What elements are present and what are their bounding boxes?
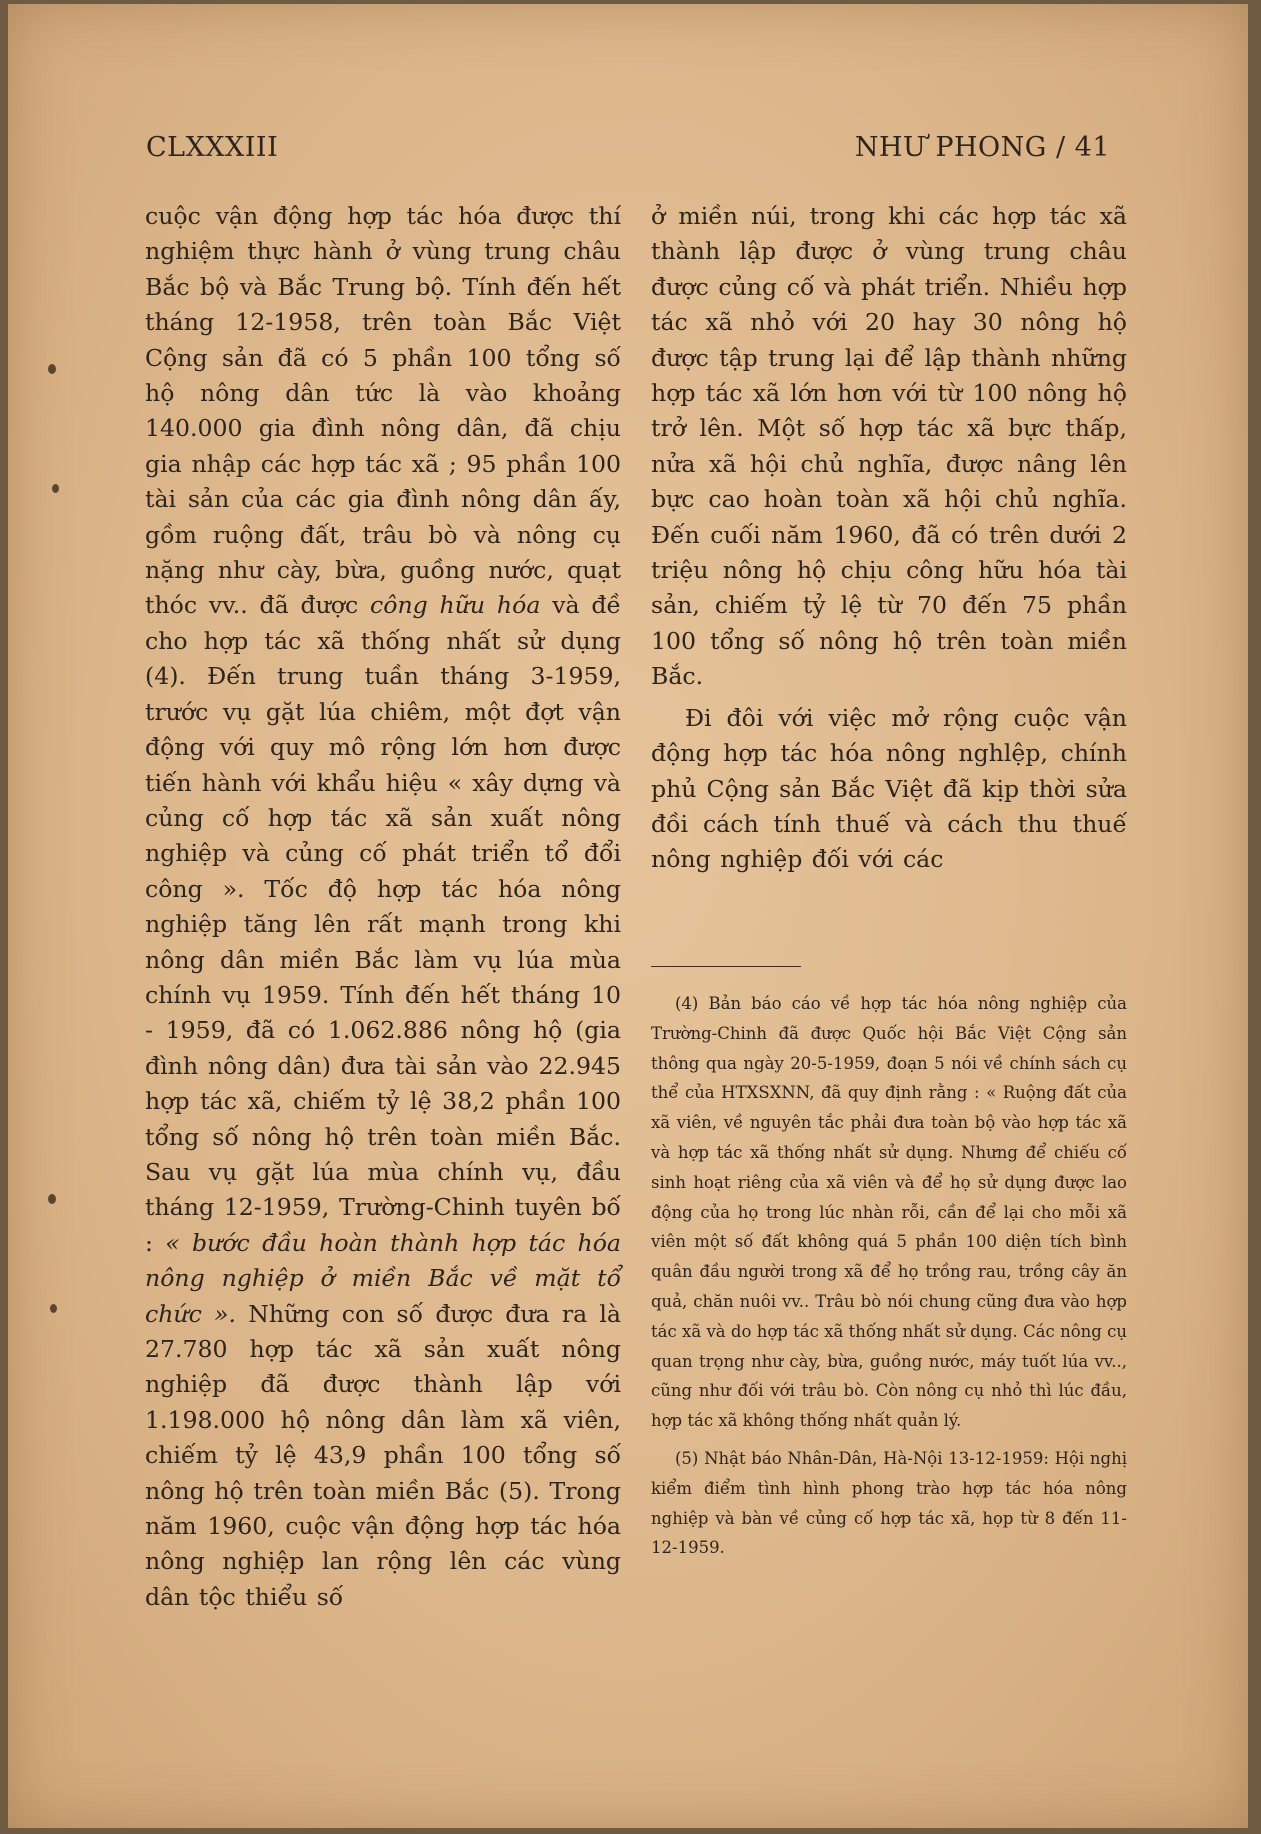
right-column <box>651 199 1127 878</box>
header-roman-numeral: CLXXXIII <box>146 132 279 163</box>
left-text-b: và đề cho hợp tác xã thống nhất sử dụng (4). Đến trung tuần tháng 3-1959, trước vụ gặt lúa chiêm, một đợt vận động với quy mô rộng lớn hơn được tiến hành với khẩu hiệu « xây dựng và củng cố hợp tác xã sản xuất nông nghiệp và củng cố phát triển tổ đổi công ». Tốc độ hợp tác hóa nông nghiệp tăng lên rất mạnh trong khi nông dân miền Bắc làm vụ lúa mùa chính vụ 1959. Tính đến hết tháng 10 - 1959, đã có 1.062.886 nông hộ (gia đình nông dân) đưa tài sản vào 22.945 hợp tác xã, chiếm tỷ lệ 38,2 phần 100 tổng số nông hộ trên toàn miền Bắc. Sau vụ gặt lúa mùa chính vụ, đầu tháng 12-1959, Trường-Chinh tuyên bố : <box>145 591 621 1257</box>
right-paragraph-1: ở miền núi, trong khi các hợp tác xã thành lập được ở vùng trung châu được củng cố và phát triển. Nhiều hợp tác xã nhỏ với 20 hay 30 nông hộ được tập trung lại để lập thành những hợp tác xã lớn hơn với từ 100 nông hộ trở lên. Một số hợp tác xã bực thấp, nửa xã hội chủ nghĩa, được nâng lên bực cao hoàn toàn xã hội chủ nghĩa. Đến cuối năm 1960, đã có trên dưới 2 triệu nông hộ chịu công hữu hóa tài sản, chiếm tỷ lệ từ 70 đến 75 phần 100 tổng số nông hộ trên toàn miền Bắc. <box>651 202 1127 691</box>
left-emphasis: công hữu hóa <box>370 591 541 620</box>
left-column <box>145 199 621 1615</box>
left-text-a: cuộc vận động hợp tác hóa được thí nghiệm thực hành ở vùng trung châu Bắc bộ và Bắc Trung bộ. Tính đến hết tháng 12-1958, trên toàn Bắc Việt Cộng sản đã có 5 phần 100 tổng số hộ nông dân tức là vào khoảng 140.000 gia đình nông dân, đã chịu gia nhập các hợp tác xã ; 95 phần 100 tài sản của các gia đình nông dân ấy, gồm ruộng đất, trâu bò và nông cụ nặng như cày, bừa, guồng nước, quạt thóc vv.. đã được <box>145 202 621 620</box>
paper-stain <box>48 364 56 374</box>
paper-stain <box>50 1304 57 1313</box>
paper-stain <box>52 484 59 493</box>
footnote-4: (4) Bản báo cáo về hợp tác hóa nông nghiệp của Trường-Chinh đã được Quốc hội Bắc Việt Cộng sản thông qua ngày 20-5-1959, đoạn 5 nói về chính sách cụ thể của HTXSXNN, đã quy định rằng : « Ruộng đất của xã viên, về nguyên tắc phải đưa toàn bộ vào hợp tác xã và hợp tác xã thống nhất sử dụng. Nhưng để chiếu cố sinh hoạt riêng của xã viên và để họ sử dụng được lao động của họ trong lúc nhàn rỗi, cần để lại cho mỗi xã viên một số đất không quá 5 phần 100 diện tích bình quân đầu người trong xã để họ trồng rau, trồng cây ăn quả, chăn nuôi vv.. Trâu bò nói chung cũng đưa vào hợp tác xã và do hợp tác xã thống nhất sử dụng. Các nông cụ quan trọng như cày, bừa, guồng nước, máy tuốt lúa vv.., cũng như đối với trâu bò. Còn nông cụ nhỏ thì lúc đầu, hợp tác xã không thống nhất quản lý. <box>651 994 1127 1431</box>
right-paragraph-2: Đi đôi với việc mở rộng cuộc vận động hợp tác hóa nông nghlệp, chính phủ Cộng sản Bắc Việt đã kịp thời sửa đồi cách tính thuế và cách thu thuế nông nghiệp đối với các <box>651 703 1127 874</box>
left-text-c: Những con số được đưa ra là 27.780 hợp tác xã sản xuất nông nghiệp đã được thành lập với 1.198.000 hộ nông dân làm xã viên, chiếm tỷ lệ 43,9 phần 100 tổng số nông hộ trên toàn miền Bắc (5). Trong năm 1960, cuộc vận động hợp tác hóa nông nghiệp lan rộng lên các vùng dân tộc thiểu số <box>145 1299 621 1611</box>
document-page <box>8 4 1248 1828</box>
footnotes <box>651 989 1127 1571</box>
left-paragraph <box>145 199 621 1615</box>
header-author-page: NHƯ PHONG / 41 <box>854 132 1110 163</box>
footnote-rule <box>651 966 801 967</box>
footnote-5: (5) Nhật báo Nhân-Dân, Hà-Nội 13-12-1959: Hội nghị kiểm điểm tình hình phong trào hợp tác hóa nông nghiệp và bàn về củng cố hợp tác xã, họp từ 8 đến 11-12-1959. <box>651 1448 1127 1558</box>
paper-stain <box>48 1194 56 1204</box>
running-header <box>146 132 1110 172</box>
left-quote: « bước đầu hoàn thành hợp tác hóa nông nghiệp ở miền Bắc về mặt tổ chức ». <box>145 1228 621 1328</box>
